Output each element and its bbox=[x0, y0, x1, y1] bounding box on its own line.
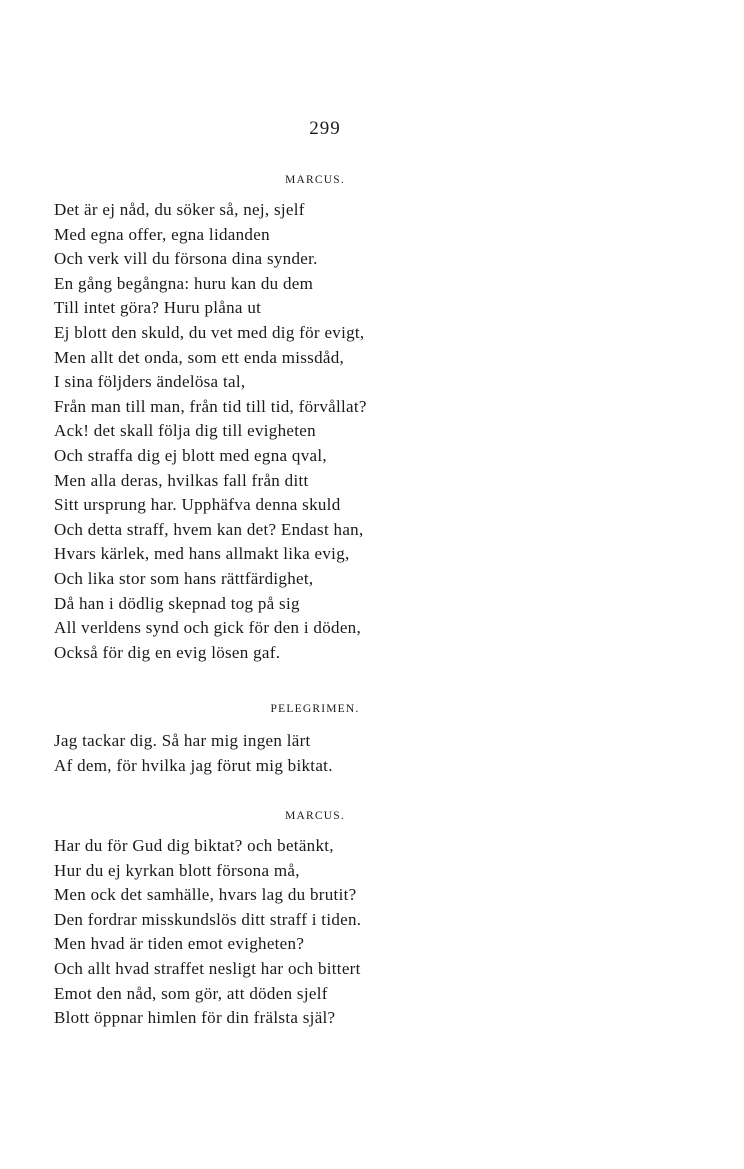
verse-line: Ack! det skall följa dig till evigheten bbox=[54, 421, 316, 441]
verse-line: Också för dig en evig lösen gaf. bbox=[54, 642, 281, 662]
verse-line: Blott öppnar himlen för din frälsta själ? bbox=[54, 1008, 336, 1028]
verse-block bbox=[54, 729, 333, 778]
speaker-heading: PELEGRIMEN. bbox=[270, 703, 360, 715]
verse-line: Hvars kärlek, med hans allmakt lika evig, bbox=[54, 544, 350, 564]
verse-block bbox=[54, 198, 367, 665]
verse-line: Sitt ursprung har. Upphäfva denna skuld bbox=[54, 495, 341, 515]
verse-line: Men allt det onda, som ett enda missdåd, bbox=[54, 347, 345, 367]
verse-line: Hur du ej kyrkan blott försona må, bbox=[54, 860, 300, 880]
verse-line: Och straffa dig ej blott med egna qval, bbox=[54, 445, 327, 465]
verse-line: Och verk vill du försona dina synder. bbox=[54, 249, 318, 269]
verse-line: Jag tackar dig. Så har mig ingen lärt bbox=[54, 731, 311, 750]
verse-line: Ej blott den skuld, du vet med dig för evigt, bbox=[54, 322, 365, 342]
verse-line: Men alla deras, hvilkas fall från ditt bbox=[54, 470, 309, 490]
verse-line: Från man till man, från tid till tid, förvållat? bbox=[54, 396, 367, 416]
speaker-heading: MARCUS. bbox=[285, 174, 345, 186]
verse-line: All verldens synd och gick för den i döden, bbox=[54, 618, 362, 638]
speaker-heading: MARCUS. bbox=[285, 810, 345, 822]
verse-line: Och lika stor som hans rättfärdighet, bbox=[54, 568, 314, 588]
verse-line: Och allt hvad straffet nesligt har och bittert bbox=[54, 958, 361, 978]
verse-line: Till intet göra? Huru plåna ut bbox=[54, 298, 262, 318]
verse-line: Af dem, för hvilka jag förut mig biktat. bbox=[54, 755, 333, 775]
verse-block bbox=[54, 834, 361, 1031]
verse-line: Med egna offer, egna lidanden bbox=[54, 224, 270, 244]
verse-line: I sina följders ändelösa tal, bbox=[54, 372, 246, 392]
verse-line: Har du för Gud dig biktat? och betänkt, bbox=[54, 836, 334, 855]
verse-line: Emot den nåd, som gör, att döden sjelf bbox=[54, 983, 328, 1003]
verse-line: Och detta straff, hvem kan det? Endast han, bbox=[54, 519, 364, 539]
verse-line: Men hvad är tiden emot evigheten? bbox=[54, 934, 305, 954]
verse-line: En gång begångna: huru kan du dem bbox=[54, 273, 314, 293]
verse-line: Den fordrar misskundslös ditt straff i tiden. bbox=[54, 909, 362, 929]
page-number: 299 bbox=[309, 118, 341, 139]
verse-line: Men ock det samhälle, hvars lag du brutit? bbox=[54, 885, 357, 905]
verse-line: Då han i dödlig skepnad tog på sig bbox=[54, 593, 300, 613]
verse-line: Det är ej nåd, du söker så, nej, sjelf bbox=[54, 200, 305, 219]
